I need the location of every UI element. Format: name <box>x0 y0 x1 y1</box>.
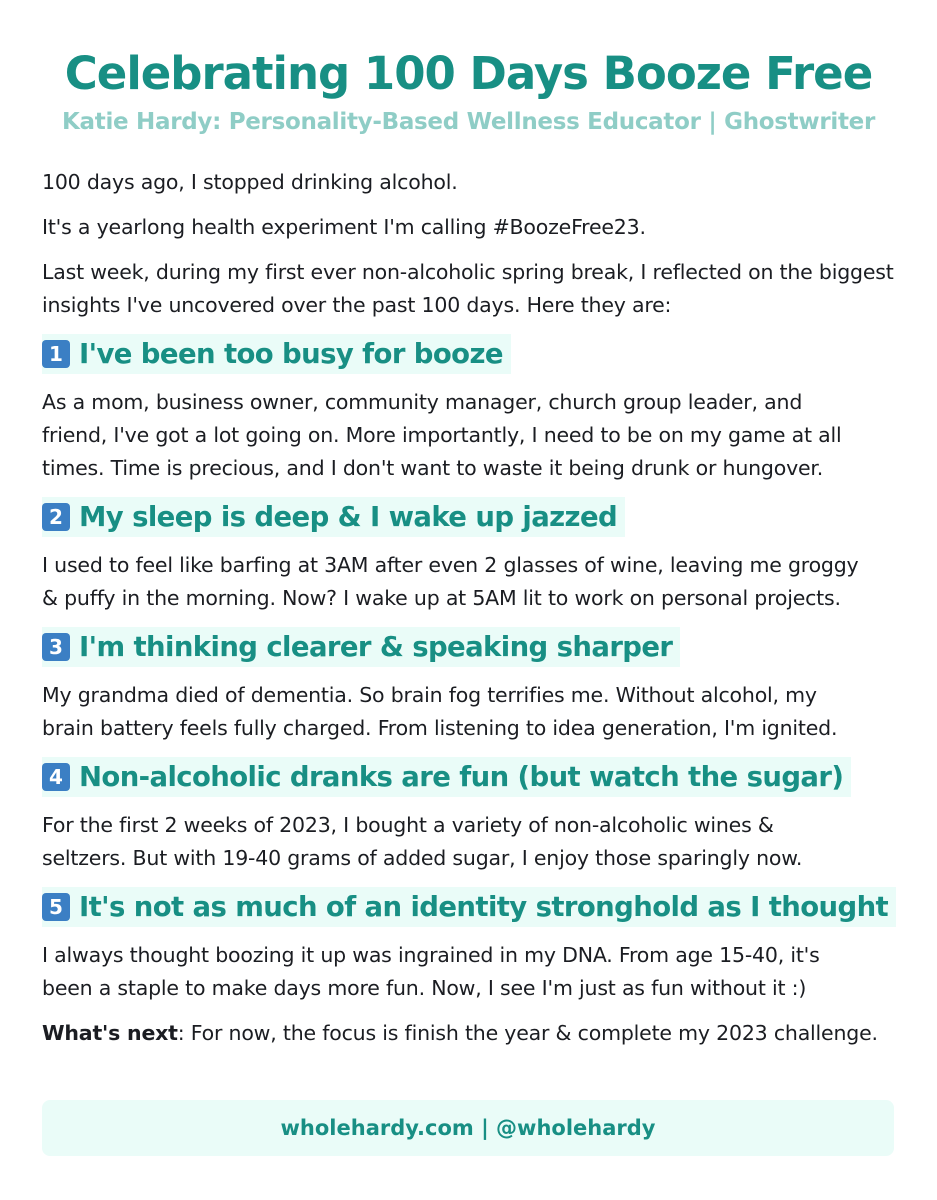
body-line: I always thought boozing it up was ingrained in my DNA. From age 15-40, it's <box>42 943 820 967</box>
number-3-icon: 3 <box>42 633 70 661</box>
body-line: friend, I've got a lot going on. More importantly, I need to be on my game at all <box>42 423 842 447</box>
intro-paragraph-1: 100 days ago, I stopped drinking alcohol. <box>42 170 458 194</box>
whats-next-text: : For now, the focus is finish the year & complete my 2023 challenge. <box>177 1021 878 1045</box>
insight-body <box>42 939 902 1005</box>
insight-heading-text: Non-alcoholic dranks are fun (but watch the sugar) <box>79 761 844 793</box>
body-line: My grandma died of dementia. So brain fog terrifies me. Without alcohol, my <box>42 683 817 707</box>
whats-next-label: What's next <box>42 1021 178 1045</box>
body-line: seltzers. But with 19-40 grams of added sugar, I enjoy those sparingly now. <box>42 846 803 870</box>
number-2-icon: 2 <box>42 503 70 531</box>
page-title: Celebrating 100 Days Booze Free <box>64 47 873 100</box>
insight-body <box>42 809 902 875</box>
insight-heading-text: My sleep is deep & I wake up jazzed <box>79 501 618 533</box>
number-1-icon: 1 <box>42 340 70 368</box>
insight-heading-text: I'm thinking clearer & speaking sharper <box>79 631 673 663</box>
body-line: I used to feel like barfing at 3AM after even 2 glasses of wine, leaving me groggy <box>42 553 859 577</box>
body-line: times. Time is precious, and I don't want to waste it being drunk or hungover. <box>42 456 824 480</box>
insight-4 <box>42 757 902 797</box>
insight-heading <box>42 497 625 537</box>
number-4-icon: 4 <box>42 763 70 791</box>
body-line: been a staple to make days more fun. Now, I see I'm just as fun without it :) <box>42 976 807 1000</box>
number-5-icon: 5 <box>42 893 70 921</box>
page-subtitle: Katie Hardy: Personality-Based Wellness Educator | Ghostwriter <box>62 109 875 135</box>
footer-links: wholehardy.com | @wholehardy <box>280 1116 656 1140</box>
insight-body <box>42 549 902 615</box>
insight-heading <box>42 757 851 797</box>
footer-banner <box>42 1100 894 1156</box>
insight-heading-text: It's not as much of an identity stronghold as I thought <box>79 891 889 923</box>
intro-paragraph-2: It's a yearlong health experiment I'm calling #BoozeFree23. <box>42 215 646 239</box>
insight-body <box>42 679 902 745</box>
insight-2 <box>42 497 902 537</box>
body-line: As a mom, business owner, community manager, church group leader, and <box>42 390 803 414</box>
intro-paragraph-3: Last week, during my first ever non-alcoholic spring break, I reflected on the biggest insights I've uncovered over the past 100 days. Here they are: <box>42 260 894 317</box>
insight-1 <box>42 334 902 374</box>
whats-next-paragraph <box>42 1017 902 1050</box>
insight-heading <box>42 334 511 374</box>
insight-heading <box>42 627 680 667</box>
body-line: & puffy in the morning. Now? I wake up at 5AM lit to work on personal projects. <box>42 586 841 610</box>
insight-heading-text: I've been too busy for booze <box>79 338 503 370</box>
body-line: brain battery feels fully charged. From listening to idea generation, I'm ignited. <box>42 716 838 740</box>
insight-heading <box>42 887 896 927</box>
main-content <box>42 166 902 1050</box>
insight-3 <box>42 627 902 667</box>
body-line: For the first 2 weeks of 2023, I bought a variety of non-alcoholic wines & <box>42 813 774 837</box>
insight-5 <box>42 887 902 927</box>
insight-body <box>42 386 902 485</box>
